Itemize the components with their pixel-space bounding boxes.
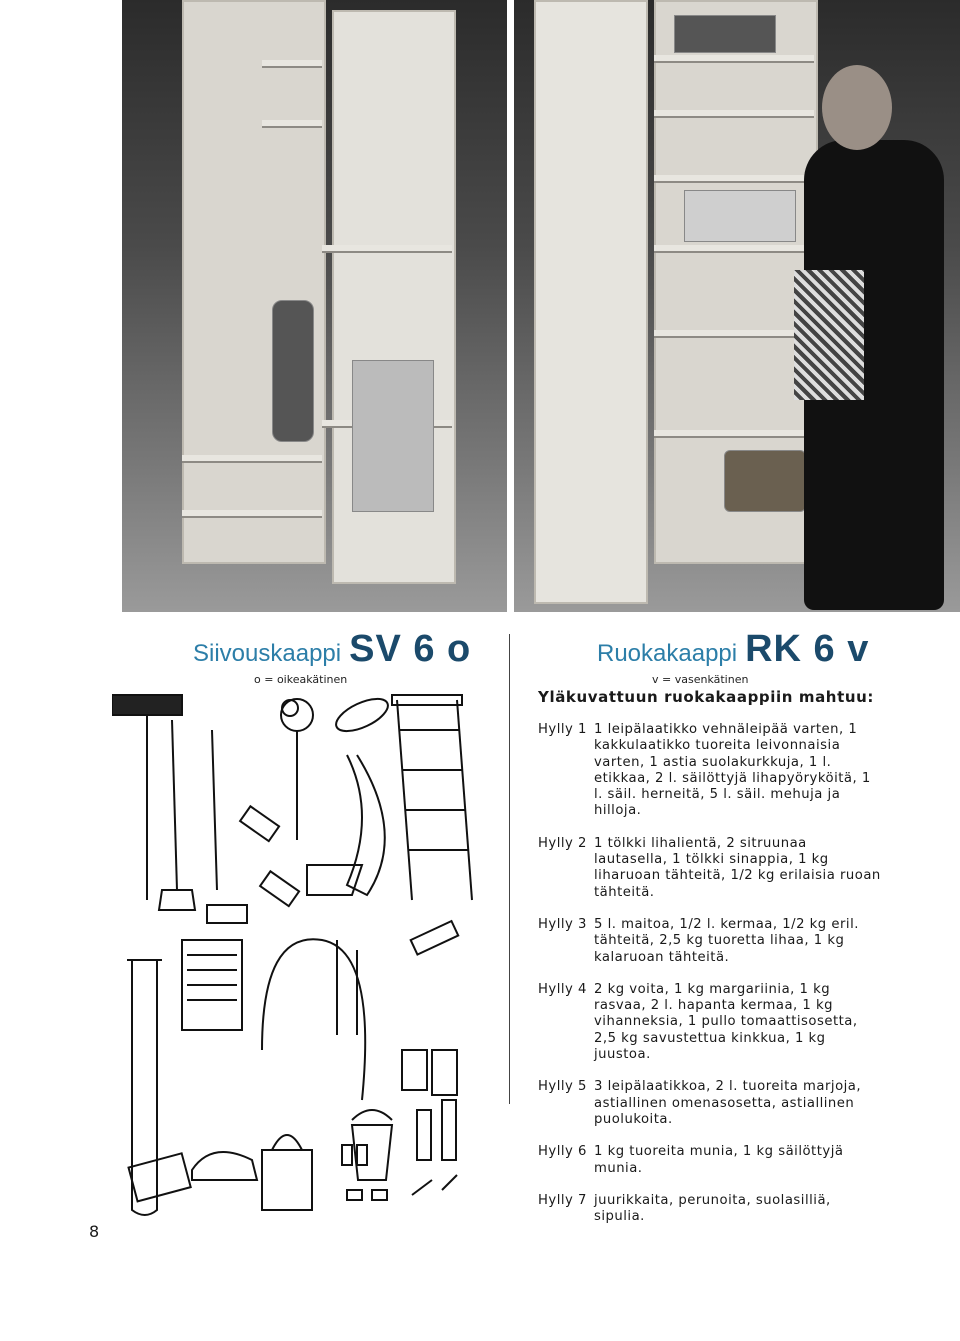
shelf-contents: 1 tölkki lihalientä, 2 sitruunaa lautasella, 1 tölkki sinappia, 1 kg liharuoan tähteitä, 1/2 kg erilaisia ruoan tähteitä. <box>594 835 881 900</box>
hose-drawing <box>262 939 365 1100</box>
shelf-row-7 <box>538 1193 883 1226</box>
shelf-label: Hylly 7 <box>538 1192 587 1208</box>
left-title <box>193 628 471 671</box>
shelf-contents: 1 kg tuoreita munia, 1 kg säilöttyjä munia. <box>594 1144 844 1176</box>
shelf-label: Hylly 4 <box>538 981 587 997</box>
hand-brush-drawing <box>332 692 393 737</box>
box-drawing <box>129 1153 191 1201</box>
food-cabinet-photo <box>514 0 960 612</box>
bucket-handle-drawing <box>352 1110 392 1120</box>
shelf-row-2 <box>538 836 883 901</box>
cabinet-door <box>534 0 648 604</box>
cabinet-body <box>182 0 326 564</box>
ironing-board-drawing <box>127 960 162 1215</box>
step-ladder-drawing <box>392 695 472 900</box>
shelf-contents: 3 leipälaatikkoa, 2 l. tuoreita marjoja, astiallinen omenasosetta, astiallinen puolukoita. <box>594 1079 862 1127</box>
dustpan-drawing <box>307 755 385 895</box>
shelf-row-3 <box>538 917 883 966</box>
shelf-row-5 <box>538 1079 883 1128</box>
shelf-row-4 <box>538 982 883 1063</box>
shelf-label: Hylly 2 <box>538 835 587 851</box>
carpet-beater-drawing <box>281 699 313 840</box>
right-title-word: Ruokakaappi <box>597 640 738 667</box>
left-title-code: SV 6 o <box>349 628 472 670</box>
right-title-code: RK 6 v <box>745 628 870 670</box>
cleaning-tools-illustration <box>112 690 492 1230</box>
page-number: 8 <box>89 1222 100 1241</box>
shelf-contents: 1 leipälaatikko vehnäleipää varten, 1 kakkulaatikko tuoreita leivonnaisia varten, 1 astia suolakurkkuja, 1 l. etikkaa, 2 l. säilöttyjä lihapyöryköitä, 1 l. säil. herneitä, 5 l. säil. mehuja ja hilloja. <box>594 722 871 819</box>
mop-drawing <box>159 720 195 910</box>
capacity-heading: Yläkuvattuun ruokakaappiin mahtuu: <box>538 688 874 706</box>
shelf-contents: juurikkaita, perunoita, suolasilliä, sipulia. <box>594 1192 831 1225</box>
lantern-drawing <box>262 1135 312 1210</box>
shelf-label: Hylly 5 <box>538 1079 587 1095</box>
shelf-contents: 5 l. maitoa, 1/2 l. kermaa, 1/2 kg eril. tähteitä, 2,5 kg tuoretta lihaa, 1 kg kalaruoan tähteitä. <box>594 916 859 965</box>
cleaning-cabinet-photo <box>122 0 507 612</box>
checked-apron <box>794 270 864 400</box>
left-note: o = oikeakätinen <box>254 673 348 686</box>
right-title <box>597 628 869 671</box>
shelf-label: Hylly 6 <box>538 1144 587 1160</box>
column-divider <box>509 634 510 1104</box>
woman-head <box>822 65 892 150</box>
shelf-contents: 2 kg voita, 1 kg margariinia, 1 kg rasvaa, 2 l. hapanta kermaa, 1 kg vihanneksia, 1 pullo tomaattisosetta, 2,5 kg savustettua kinkkua, 1 kg juustoa. <box>594 981 858 1063</box>
shelf-list <box>538 722 883 1241</box>
shelf-row-6 <box>538 1144 883 1177</box>
shelf-row-1 <box>538 722 883 820</box>
left-title-word: Siivouskaappi <box>193 640 342 667</box>
iron-drawing <box>192 1152 257 1180</box>
shelf-label: Hylly 3 <box>538 916 587 932</box>
shelf-label: Hylly 1 <box>538 722 587 737</box>
washboard-drawing <box>182 940 242 1030</box>
right-note: v = vasenkätinen <box>652 673 749 686</box>
